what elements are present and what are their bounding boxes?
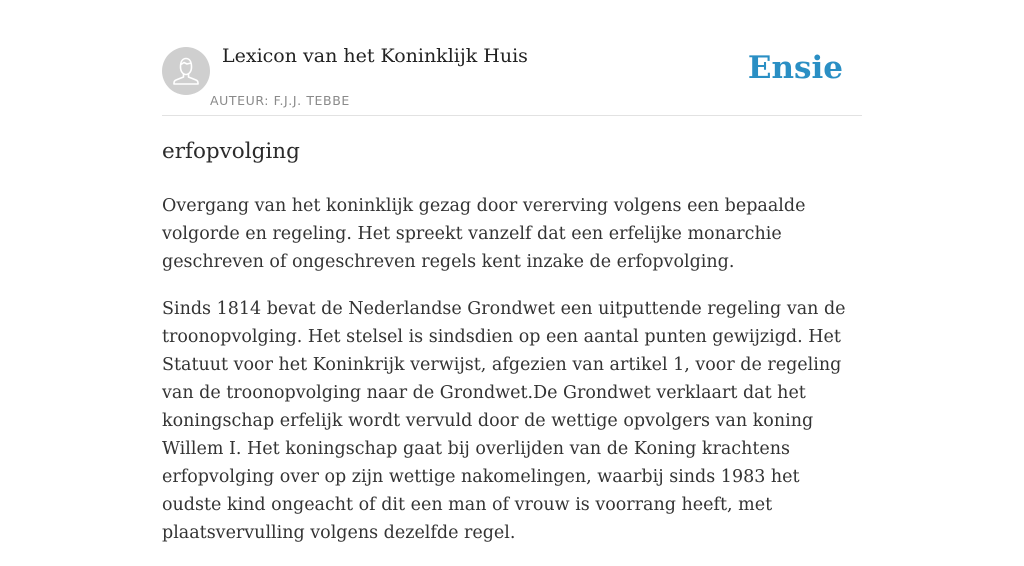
author-label[interactable]: AUTEUR: F.J.J. TEBBE (210, 93, 350, 108)
book-title[interactable]: Lexicon van het Koninklijk Huis (222, 45, 528, 67)
entry-paragraph: Overgang van het koninklijk gezag door vererving volgens een bepaalde volgorde en regeling. Het spreekt vanzelf dat een erfelijke monarchie geschreven of ongeschreven regels kent inzake de erfopvolging. (162, 196, 806, 272)
author-avatar[interactable] (162, 47, 210, 95)
header (162, 0, 862, 116)
entry-paragraph: Sinds 1814 bevat de Nederlandse Grondwet een uitputtende regeling van de troonopvolging. Het stelsel is sindsdien op een aantal punten gewijzigd. Het Statuut voor het Koninkrijk verwijst, afgezien van artikel 1, voor de regeling van de troonopvolging naar de Grondwet.De Grondwet verklaart dat het koningschap erfelijk wordt vervuld door de wettige opvolgers van koning Willem I. Het koningschap gaat bij overlijden van de Koning krachtens erfopvolging over op zijn wettige nakomelingen, waarbij sinds 1983 het oudste kind ongeacht of dit een man of vrouw is voorrang heeft, met plaatsvervulling volgens dezelfde regel. (162, 299, 846, 543)
user-silhouette-icon (162, 47, 210, 95)
ensie-logo[interactable]: Ensie (747, 50, 843, 86)
entry-title: erfopvolging (162, 139, 300, 164)
entry-body (162, 192, 862, 566)
content-container (162, 0, 862, 543)
